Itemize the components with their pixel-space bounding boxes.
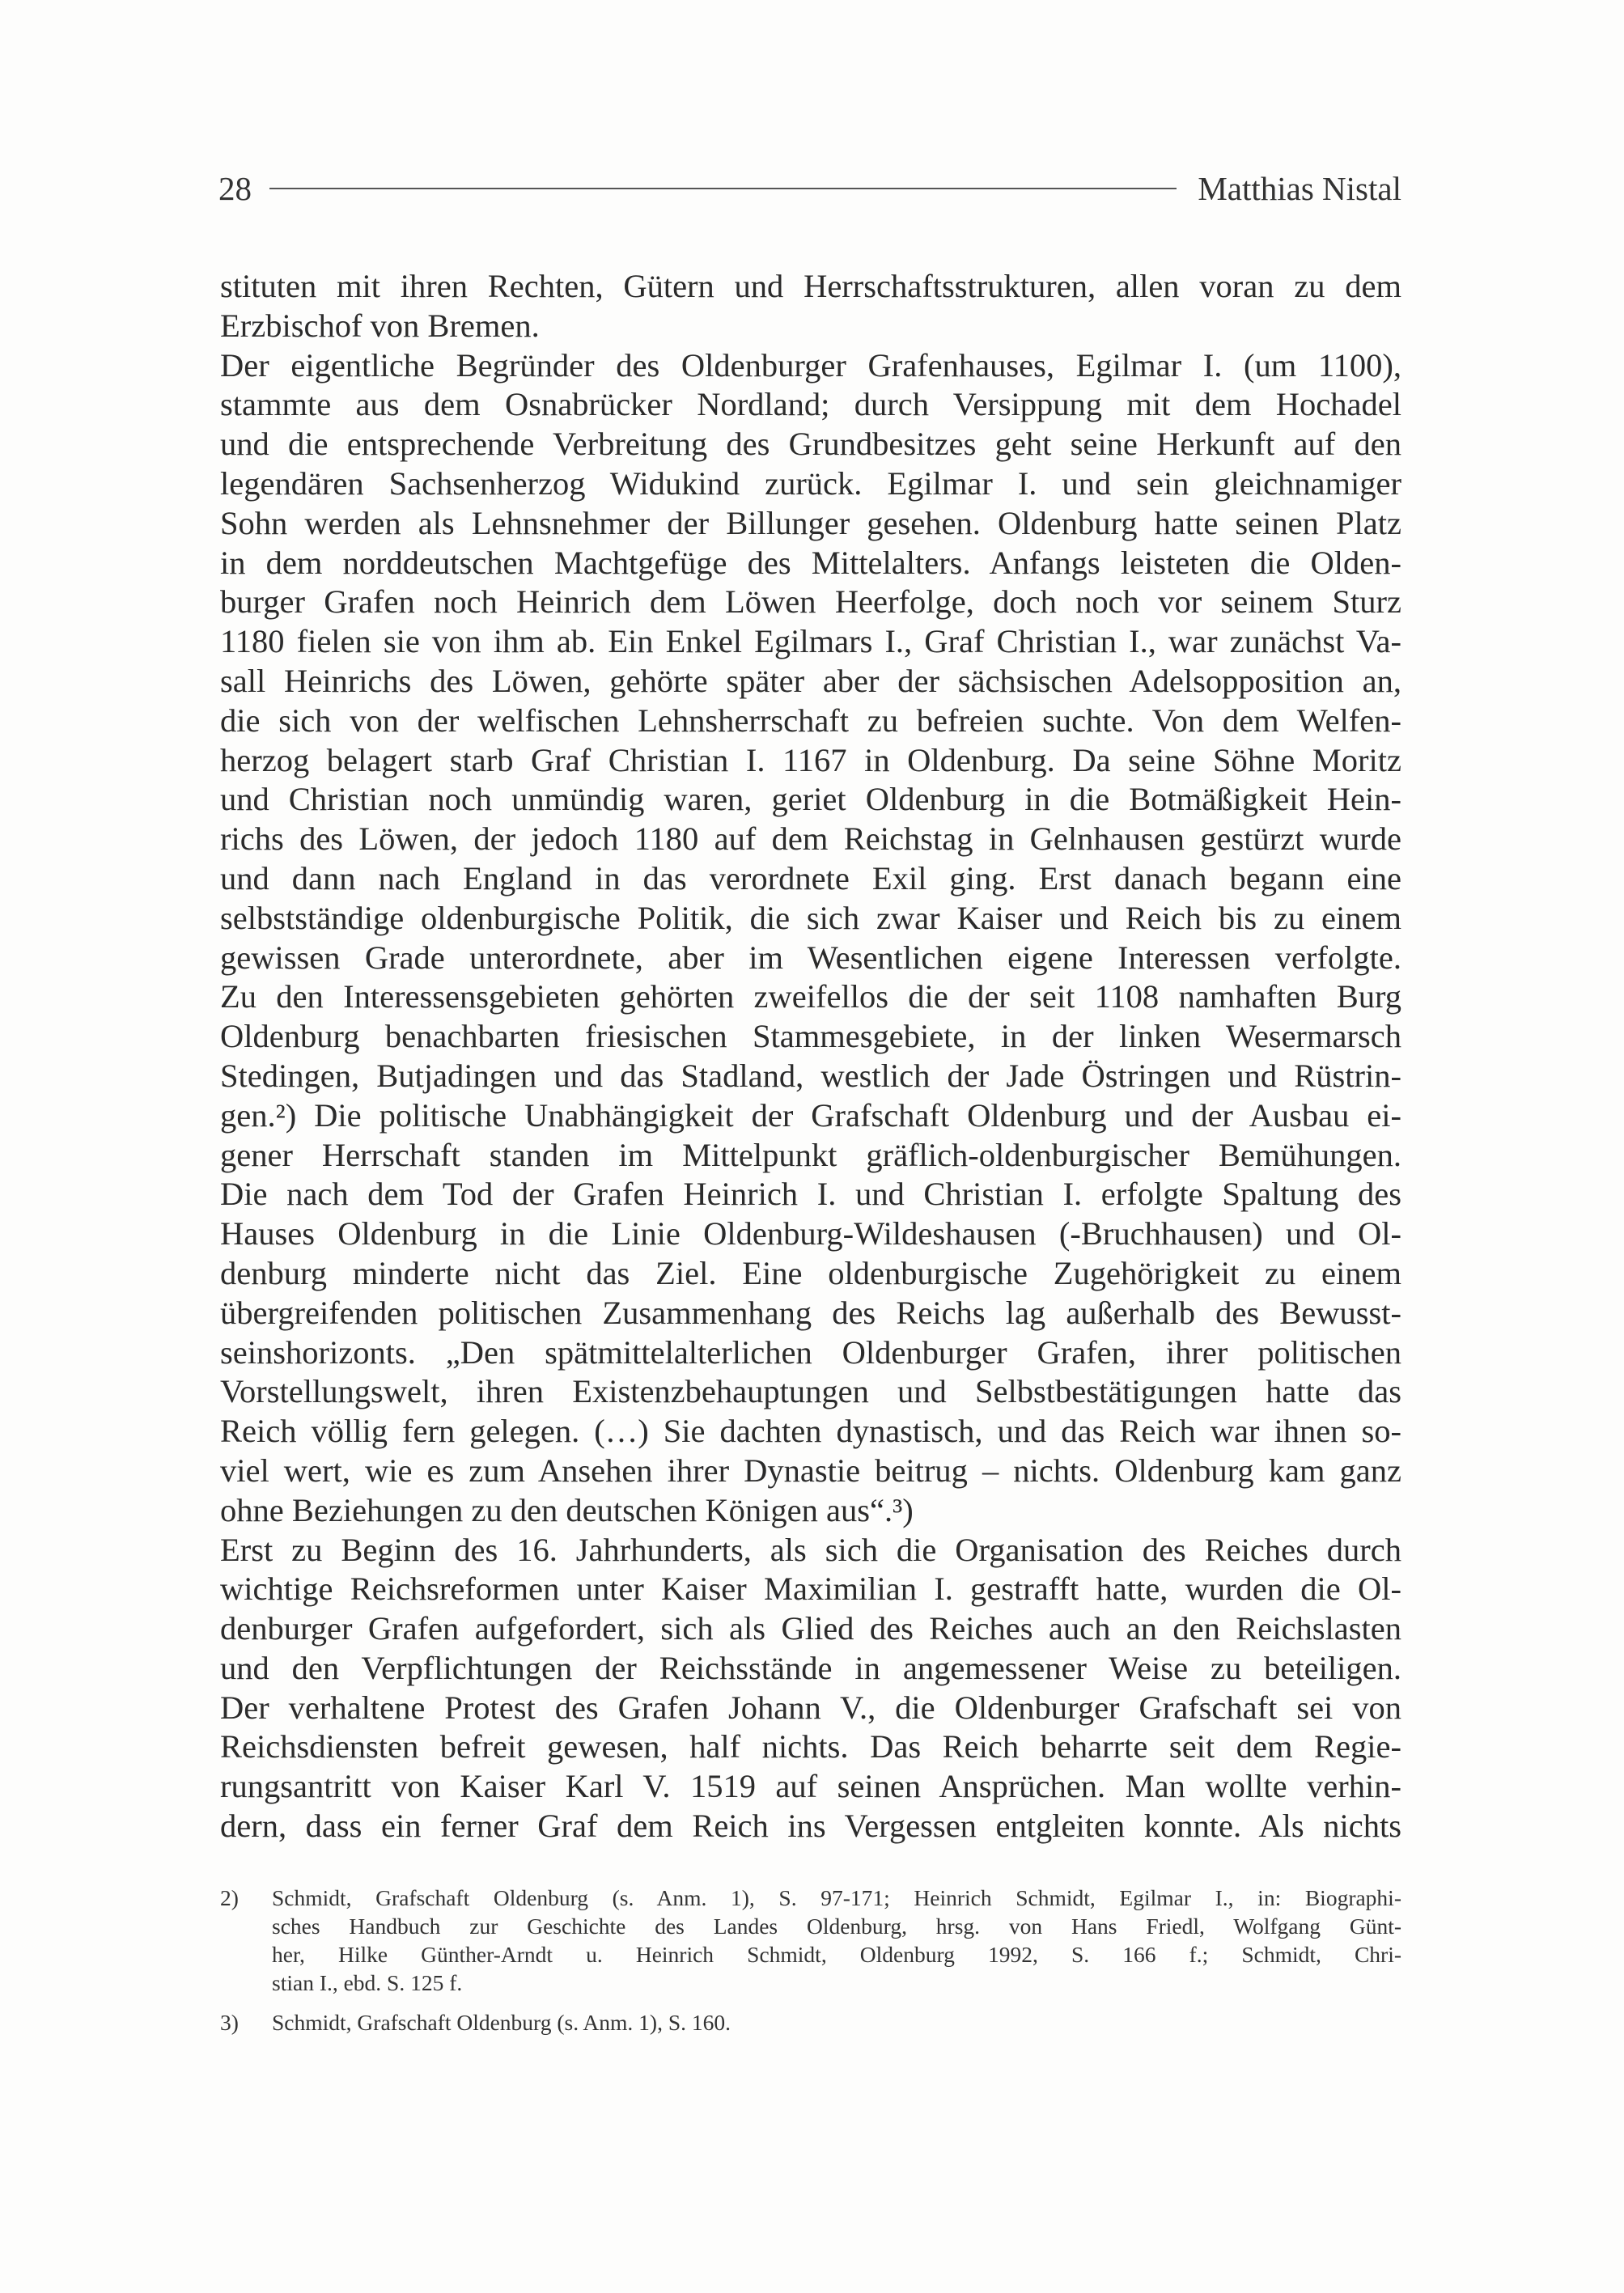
body-line: burger Grafen noch Heinrich dem Löwen Heerfolge, doch noch vor seinem Sturz xyxy=(220,583,1401,621)
body-line: Erzbischof von Bremen. xyxy=(220,307,540,344)
body-line: richs des Löwen, der jedoch 1180 auf dem Reichstag in Gelnhausen gestürzt wurde xyxy=(220,820,1401,858)
body-line: wichtige Reichsreformen unter Kaiser Maximilian I. gestrafft hatte, wurden die Ol- xyxy=(220,1570,1401,1608)
body-text xyxy=(220,267,1401,1846)
footnote-line: Schmidt, Grafschaft Oldenburg (s. Anm. 1), S. 97-171; Heinrich Schmidt, Egilmar I., in: Biographi- xyxy=(272,1885,1401,1910)
page-number: 28 xyxy=(218,170,252,207)
body-line: ohne Beziehungen zu den deutschen Königen aus“.³) xyxy=(220,1491,914,1528)
body-line: in dem norddeutschen Machtgefüge des Mittelalters. Anfangs leisteten die Olden- xyxy=(220,544,1401,581)
body-line: Sohn werden als Lehnsnehmer der Billunger gesehen. Oldenburg hatte seinen Platz xyxy=(220,504,1401,541)
body-line: Oldenburg benachbarten friesischen Stammesgebiete, in der linken Wesermarsch xyxy=(220,1018,1401,1055)
body-line: stammte aus dem Osnabrücker Nordland; durch Versippung mit dem Hochadel xyxy=(220,386,1401,423)
body-line: selbstständige oldenburgische Politik, die sich zwar Kaiser und Reich bis zu einem xyxy=(220,899,1401,936)
body-line: rungsantritt von Kaiser Karl V. 1519 auf seinen Ansprüchen. Man wollte verhin- xyxy=(220,1768,1401,1805)
body-line: und Christian noch unmündig waren, geriet Oldenburg in die Botmäßigkeit Hein- xyxy=(220,781,1401,818)
body-line: Der eigentliche Begründer des Oldenburger Grafenhauses, Egilmar I. (um 1100), xyxy=(220,346,1401,384)
footnote-line: sches Handbuch zur Geschichte des Landes Oldenburg, hrsg. von Hans Friedl, Wolfgang Günt- xyxy=(272,1914,1401,1939)
footnote-line: her, Hilke Günther-Arndt u. Heinrich Schmidt, Oldenburg 1992, S. 166 f.; Schmidt, Chri- xyxy=(272,1942,1401,1967)
body-line: herzog belagert starb Graf Christian I. 1167 in Oldenburg. Da seine Söhne Moritz xyxy=(220,741,1401,778)
footnote-line: Schmidt, Grafschaft Oldenburg (s. Anm. 1), S. 160. xyxy=(272,2010,731,2035)
body-line: übergreifenden politischen Zusammenhang des Reichs lag außerhalb des Bewusst- xyxy=(220,1294,1401,1331)
body-line: Vorstellungswelt, ihren Existenzbehauptungen und Selbstbestätigungen hatte das xyxy=(220,1373,1401,1410)
body-line: gen.²) Die politische Unabhängigkeit der Grafschaft Oldenburg und der Ausbau ei- xyxy=(220,1096,1401,1134)
body-line: und dann nach England in das verordnete Exil ging. Erst danach begann eine xyxy=(220,859,1401,896)
body-line: und den Verpflichtungen der Reichsstände in angemessener Weise zu beteiligen. xyxy=(220,1649,1401,1686)
body-line: denburger Grafen aufgefordert, sich als Glied des Reiches auch an den Reichslasten xyxy=(220,1610,1401,1647)
body-line: die sich von der welfischen Lehnsherrschaft zu befreien suchte. Von dem Welfen- xyxy=(220,701,1401,739)
body-line: seinshorizonts. „Den spätmittelalterlichen Oldenburger Grafen, ihrer politischen xyxy=(220,1333,1401,1371)
header-author: Matthias Nistal xyxy=(1198,170,1401,207)
body-line: gewissen Grade unterordnete, aber im Wesentlichen eigene Interessen verfolgte. xyxy=(220,939,1401,976)
body-line: Stedingen, Butjadingen und das Stadland, westlich der Jade Östringen und Rüstrin- xyxy=(220,1057,1401,1094)
footnote xyxy=(220,2008,1401,2037)
footnotes xyxy=(220,1884,1401,2048)
body-line: 1180 fielen sie von ihm ab. Ein Enkel Egilmars I., Graf Christian I., war zunächst Va- xyxy=(220,623,1401,660)
body-line: Zu den Interessensgebieten gehörten zweifellos die der seit 1108 namhaften Burg xyxy=(220,978,1401,1015)
body-line: gener Herrschaft standen im Mittelpunkt gräflich-oldenburgischer Bemühungen. xyxy=(220,1136,1401,1173)
body-line: viel wert, wie es zum Ansehen ihrer Dynastie beitrug – nichts. Oldenburg kam ganz xyxy=(220,1452,1401,1489)
footnote-number: 2) xyxy=(220,1885,239,1910)
body-line: Hauses Oldenburg in die Linie Oldenburg-Wildeshausen (-Bruchhausen) und Ol- xyxy=(220,1215,1401,1252)
body-line: Reichsdiensten befreit gewesen, half nichts. Das Reich beharrte seit dem Regie- xyxy=(220,1728,1401,1765)
body-line: dern, dass ein ferner Graf dem Reich ins Vergessen entgleiten konnte. Als nichts xyxy=(220,1808,1401,1845)
body-line: stituten mit ihren Rechten, Gütern und Herrschaftsstrukturen, allen voran zu dem xyxy=(220,268,1401,304)
header-rule xyxy=(269,188,1177,189)
body-line: legendären Sachsenherzog Widukind zurück. Egilmar I. und sein gleichnamiger xyxy=(220,464,1401,502)
body-line: denburg minderte nicht das Ziel. Eine oldenburgische Zugehörigkeit zu einem xyxy=(220,1254,1401,1291)
body-line: und die entsprechende Verbreitung des Grundbesitzes geht seine Herkunft auf den xyxy=(220,426,1401,463)
running-header xyxy=(218,166,1401,211)
body-line: Reich völlig fern gelegen. (…) Sie dachten dynastisch, und das Reich war ihnen so- xyxy=(220,1413,1401,1450)
body-line: Der verhaltene Protest des Grafen Johann V., die Oldenburger Grafschaft sei von xyxy=(220,1689,1401,1726)
body-line: sall Heinrichs des Löwen, gehörte später aber der sächsischen Adelsopposition an, xyxy=(220,662,1401,699)
body-line: Erst zu Beginn des 16. Jahrhunderts, als sich die Organisation des Reiches durch xyxy=(220,1531,1401,1568)
footnote-line: stian I., ebd. S. 125 f. xyxy=(272,1970,463,1995)
footnote xyxy=(220,1884,1401,1997)
body-line: Die nach dem Tod der Grafen Heinrich I. und Christian I. erfolgte Spaltung des xyxy=(220,1176,1401,1213)
footnote-number: 3) xyxy=(220,2010,239,2035)
